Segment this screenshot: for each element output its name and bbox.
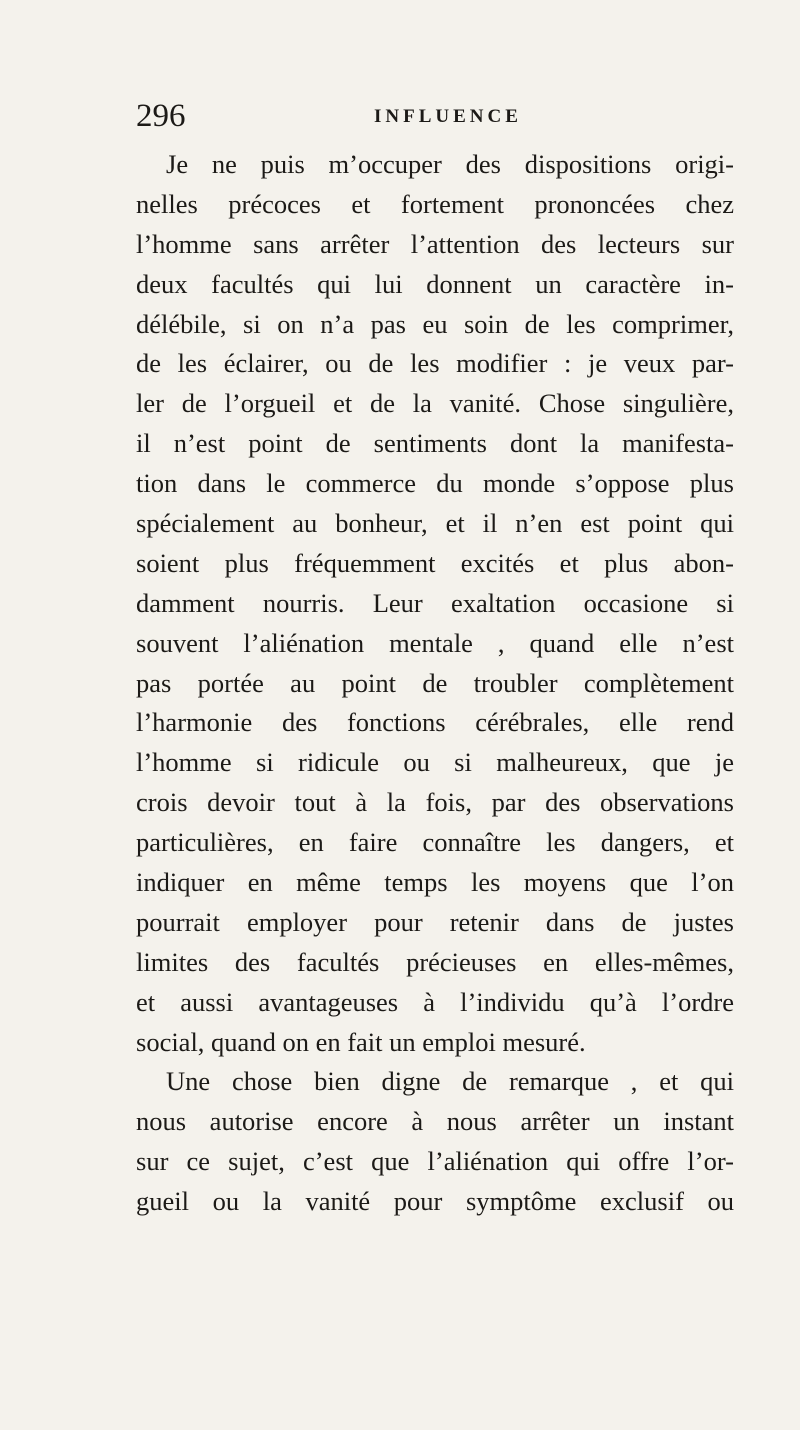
running-head (136, 94, 696, 138)
text-line: pas portée au point de troubler complètement (136, 667, 734, 698)
text-line: Une chose bien digne de remarque , et qui (166, 1066, 734, 1097)
text-line: social, quand on en fait un emploi mesuré. (136, 1026, 586, 1057)
page-number: 296 (136, 98, 186, 134)
text-line: tion dans le commerce du monde s’oppose plus (136, 468, 734, 499)
text-line: il n’est point de sentiments dont la manifesta- (136, 428, 734, 459)
text-line: spécialement au bonheur, et il n’en est point qui (136, 508, 734, 539)
text-line: de les éclairer, ou de les modifier : je veux par- (136, 348, 734, 379)
text-line: l’harmonie des fonctions cérébrales, elle rend (136, 707, 734, 738)
text-line: damment nourris. Leur exaltation occasione si (136, 587, 734, 618)
text-line: souvent l’aliénation mentale , quand elle n’est (136, 627, 734, 658)
text-line: sur ce sujet, c’est que l’aliénation qui offre l’or- (136, 1146, 734, 1177)
text-line: pourrait employer pour retenir dans de justes (136, 906, 734, 937)
text-line: ler de l’orgueil et de la vanité. Chose singulière, (136, 388, 734, 419)
text-line: l’homme si ridicule ou si malheureux, que je (136, 747, 734, 778)
text-line: gueil ou la vanité pour symptôme exclusif ou (136, 1186, 734, 1217)
text-line: particulières, en faire connaître les dangers, et (136, 827, 734, 858)
text-line: nous autorise encore à nous arrêter un instant (136, 1106, 734, 1137)
text-line: soient plus fréquemment excités et plus abon- (136, 547, 734, 578)
text-line: et aussi avantageuses à l’individu qu’à l’ordre (136, 986, 734, 1017)
text-line: indiquer en même temps les moyens que l’on (136, 867, 734, 898)
running-title: INFLUENCE (374, 106, 522, 127)
text-line: deux facultés qui lui donnent un caractère in- (136, 268, 734, 299)
text-line: délébile, si on n’a pas eu soin de les comprimer, (136, 308, 734, 339)
text-line: l’homme sans arrêter l’attention des lecteurs sur (136, 228, 734, 259)
text-line: Je ne puis m’occuper des dispositions origi- (166, 149, 734, 179)
body-text (136, 145, 734, 1222)
text-line: nelles précoces et fortement prononcées chez (136, 188, 734, 219)
text-line: crois devoir tout à la fois, par des observations (136, 787, 734, 818)
text-line: limites des facultés précieuses en elles-mêmes, (136, 946, 734, 977)
